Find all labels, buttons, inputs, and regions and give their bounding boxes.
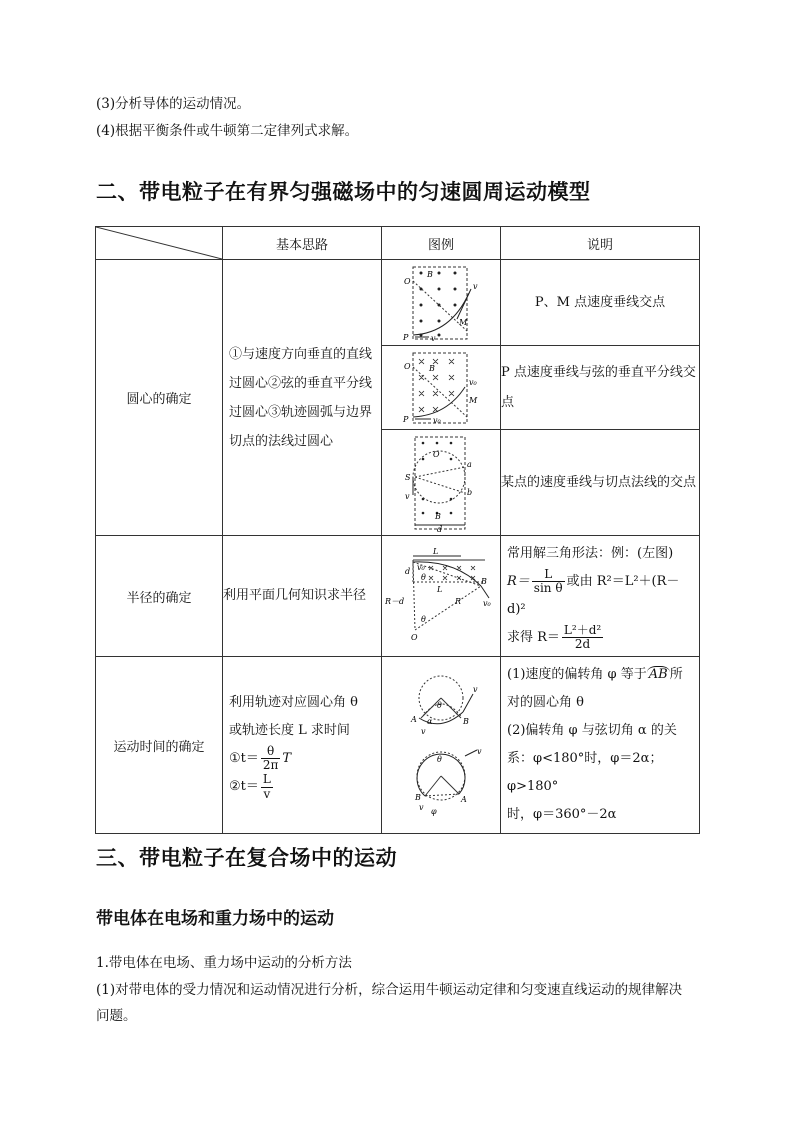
figure-4-diagram <box>385 546 497 646</box>
fig4-label-v0b: v₀ <box>483 599 491 609</box>
radius-note-line1: 常用解三角形法：例：(左图) <box>507 546 674 561</box>
fig5-label-alpha: α <box>427 717 433 727</box>
section-2-title: 二、带电粒子在有界匀强磁场中的匀速圆周运动模型 <box>96 180 591 204</box>
fig3-label-v: v <box>405 491 410 501</box>
diagonal-line <box>96 227 222 259</box>
time-note-2c: 时，φ＝360°－2α <box>507 807 617 823</box>
radius-method: 利用平面几何知识求半径 <box>223 536 382 657</box>
radius-notes <box>501 536 700 657</box>
time-fraction-1 <box>261 745 281 772</box>
fig6-label-v2: v <box>419 803 424 813</box>
time-fraction-2 <box>261 773 273 800</box>
time-formula-1-prefix: ①t＝ <box>229 751 259 767</box>
fig3-label-d: d <box>437 524 443 533</box>
figure-1 <box>382 260 501 346</box>
radius-note-or: 或由 R²＝L²＋(R－d)² <box>507 574 680 618</box>
fig5-label-v1: v <box>473 685 478 695</box>
fig2-label-v0b: v₀ <box>433 415 441 425</box>
fig3-label-bfield: B <box>435 511 441 521</box>
fig2-label-o: O <box>404 361 411 371</box>
radius-note-line2 <box>507 568 693 624</box>
figure-3-diagram <box>391 433 491 533</box>
fig2-label-m: M <box>469 395 478 405</box>
fig6-label-v1: v <box>477 747 482 757</box>
figure-5-6 <box>382 657 501 834</box>
radius-frac2-den: 2d <box>574 637 591 652</box>
fig3-label-a: a <box>467 459 472 469</box>
radius-note-get: 求得 R＝ <box>507 630 560 646</box>
fig5-label-a: A <box>411 715 417 725</box>
radius-frac2-num: L²＋d² <box>563 623 602 638</box>
header-basic-idea: 基本思路 <box>223 227 382 260</box>
fig2-label-p: P <box>403 414 409 424</box>
header-notes: 说明 <box>501 227 700 260</box>
time-method-line1: 利用轨迹对应圆心角 θ <box>229 695 358 711</box>
section-3-para-1: 1.带电体在电场、重力场中运动的分析方法 <box>96 955 352 971</box>
fig4-label-v0a: v₀ <box>417 563 425 573</box>
fig4-label-theta1: θ <box>421 573 426 583</box>
section-3-title: 三、带电粒子在复合场中的运动 <box>96 846 397 870</box>
fig1-label-b: B <box>427 269 433 279</box>
fig3-label-o: O <box>433 449 440 459</box>
time-formula-2 <box>229 773 375 801</box>
fig4-label-l1: L <box>433 547 439 557</box>
figure-5-diagram <box>391 672 491 742</box>
fig5-label-theta: θ <box>437 701 442 711</box>
time-method <box>223 657 382 834</box>
time-frac1-num: θ <box>261 745 281 759</box>
time-formula-2-prefix: ②t＝ <box>229 779 259 795</box>
row-label-center: 圆心的确定 <box>96 260 223 536</box>
time-note-1a: (1)速度的偏转角 φ 等于 <box>507 667 647 683</box>
radius-frac1-den: sin θ <box>533 581 563 596</box>
fig1-label-v1: v <box>473 281 478 291</box>
time-note-1b: 所 <box>669 667 683 683</box>
fig1-label-m: M <box>459 317 468 327</box>
fig1-label-p: P <box>403 332 409 342</box>
fig4-label-l2: L <box>437 585 443 595</box>
figure-2-diagram <box>391 349 491 427</box>
fig3-label-b: b <box>467 487 473 497</box>
row-label-radius: 半径的确定 <box>96 536 223 657</box>
time-frac2-den: v <box>263 786 271 801</box>
radius-formula-r: R＝ <box>507 574 530 590</box>
fig4-label-o: O <box>411 633 418 643</box>
center-method: ①与速度方向垂直的直线过圆心②弦的垂直平分线过圆心③轨迹圆弧与边界切点的法线过圆心 <box>223 260 382 536</box>
fig4-label-d: d <box>405 567 411 577</box>
fig4-label-r: R <box>455 597 462 607</box>
model-table <box>95 226 700 834</box>
section-3-para-2a: (1)对带电体的受力情况和运动情况进行分析，综合运用牛顿运动定律和匀变速直线运动的规律解决 <box>96 982 683 998</box>
figure-2 <box>382 346 501 430</box>
center-note-3: 某点的速度垂线与切点法线的交点 <box>501 430 700 536</box>
fig4-label-r-minus-d: R－d <box>385 597 405 607</box>
figure-6-diagram <box>391 742 491 818</box>
fig4-label-theta2: θ <box>421 615 426 625</box>
time-note-2b: 系：φ<180°时，φ＝2α；φ>180° <box>507 751 663 795</box>
row-label-time: 运动时间的确定 <box>96 657 223 834</box>
fig1-label-v2: v <box>431 333 436 343</box>
figure-3 <box>382 430 501 536</box>
header-figure: 图例 <box>382 227 501 260</box>
fig4-label-b: B <box>481 577 487 587</box>
corner-cell <box>96 227 223 260</box>
time-notes <box>501 657 700 834</box>
fig6-label-phi: φ <box>431 807 437 817</box>
fig6-label-a: A <box>461 795 467 805</box>
fig6-label-b: B <box>415 793 421 803</box>
time-note-1c: 对的圆心角 θ <box>507 695 584 711</box>
fig1-label-o: O <box>404 276 411 286</box>
radius-note-line3 <box>507 624 693 652</box>
fig3-label-s: S <box>405 472 411 482</box>
fig2-label-v0a: v₀ <box>469 377 477 387</box>
fig5-label-b: B <box>463 717 469 727</box>
radius-frac1-num: L <box>532 568 565 582</box>
time-note-1 <box>507 661 693 689</box>
time-method-line2: 或轨迹长度 L 求时间 <box>229 723 350 739</box>
figure-4 <box>382 536 501 657</box>
intro-item-4: (4)根据平衡条件或牛顿第二定律列式求解。 <box>96 123 359 139</box>
time-frac2-num: L <box>262 772 271 787</box>
section-3-subtitle: 带电体在电场和重力场中的运动 <box>96 909 334 929</box>
time-formula-1-suffix: T <box>282 751 292 767</box>
figure-1-diagram <box>391 263 491 343</box>
fig5-label-v2: v <box>421 727 426 737</box>
center-note-1: P、M 点速度垂线交点 <box>501 260 700 346</box>
time-note-arc: AB <box>648 667 668 683</box>
section-3-para-2b: 问题。 <box>96 1008 137 1024</box>
time-note-2a: (2)偏转角 φ 与弦切角 α 的关 <box>507 723 677 739</box>
fig6-label-theta: θ <box>437 755 442 765</box>
center-note-2: P 点速度垂线与弦的垂直平分线交点 <box>501 346 700 430</box>
radius-fraction-1 <box>532 568 565 595</box>
fig2-label-b: B <box>429 363 435 373</box>
radius-fraction-2 <box>562 624 603 651</box>
intro-item-3: (3)分析导体的运动情况。 <box>96 96 251 112</box>
time-formula-1 <box>229 745 375 773</box>
time-frac1-den: 2π <box>262 758 279 773</box>
